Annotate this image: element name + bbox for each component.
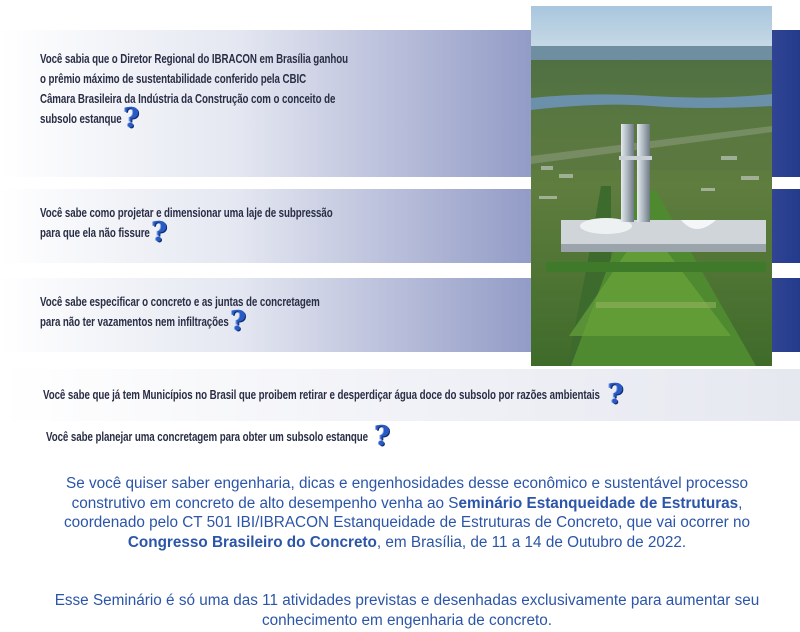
question-1-line-2: o prêmio máximo de sustentabilidade conferido pela CBIC [40, 72, 307, 86]
paragraph1-part-e: , em Brasília, de 11 a 14 de Outubro de 2022. [376, 533, 687, 551]
question-5 [46, 421, 390, 452]
question-mark-icon: ? [151, 217, 168, 248]
question-mark-icon: ? [230, 306, 246, 337]
congress-aerial-photo [531, 6, 772, 366]
question-mark-icon: ? [123, 103, 139, 134]
question-4-line-1: Você sabe que já tem Municípios no Brasil que proibem retirar e desperdiçar água doce do subsolo por razões ambientais [43, 388, 600, 402]
question-1-line-4: subsolo estanque [40, 112, 122, 126]
seminar-name: eminário Estanqueidade de Estruturas [458, 494, 739, 512]
paragraph1-part-c: , coordenado pelo CT 501 IBI/IBRACON Estanqueidade de Estruturas de Concreto, que vai ocorrer no [64, 494, 750, 531]
seminar-invitation-paragraph [52, 474, 762, 552]
question-mark-icon: ? [607, 379, 624, 410]
question-1-line-3: Câmara Brasileira da Indústria da Construção com o conceito de [40, 92, 336, 106]
question-mark-icon: ? [374, 421, 390, 452]
congress-name: Congresso Brasileiro do Concreto [127, 533, 377, 551]
paragraph1-part-a: Se você quiser saber engenharia, dicas e engenhosidades desse econômico e sustentável processo construtivo em concreto de alto desempenho venha ao S [66, 475, 748, 512]
question-2-line-2: para que ela não fissure [40, 226, 150, 240]
question-2-line-1: Você sabe como projetar e dimensionar uma laje de subpressão [40, 206, 333, 220]
question-3 [40, 292, 320, 337]
question-1 [40, 49, 349, 134]
question-1-line-1: Você sabia que o Diretor Regional do IBRACON em Brasília ganhou [40, 52, 349, 66]
question-2 [40, 203, 333, 248]
question-4 [43, 379, 624, 410]
question-3-line-1: Você sabe especificar o concreto e as juntas de concretagem [40, 295, 320, 309]
activities-paragraph: Esse Seminário é só uma das 11 atividades previstas e desenhadas exclusivamente para aumentar seu conhecimento em engenharia de concreto. [54, 592, 760, 629]
question-3-line-2: para não ter vazamentos nem infiltrações [40, 315, 229, 329]
question-5-line-1: Você sabe planejar uma concretagem para obter um subsolo estanque [46, 430, 369, 444]
